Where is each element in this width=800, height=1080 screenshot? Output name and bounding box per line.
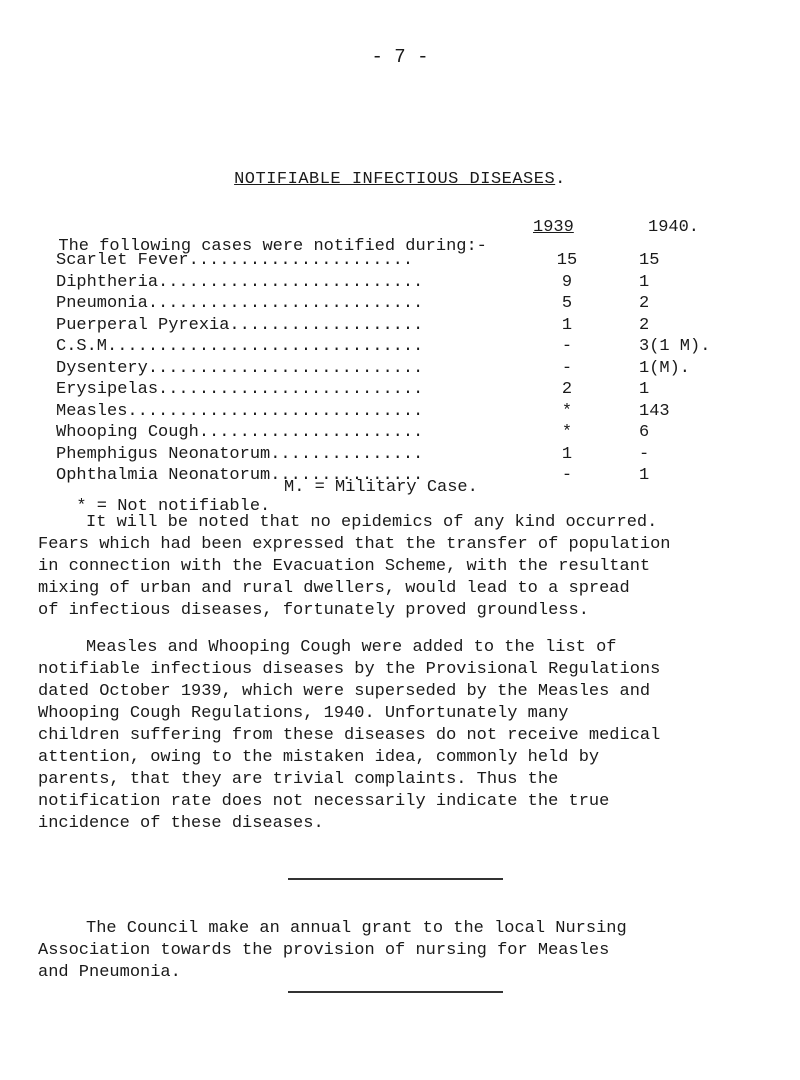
table-row	[56, 315, 729, 337]
paragraph-line: Measles and Whooping Cough were added to the list of	[86, 638, 617, 657]
disease-name: Whooping Cough......................	[56, 423, 424, 442]
paragraph-line: mixing of urban and rural dwellers, would lead to a spread	[38, 579, 630, 598]
paragraph-line: It will be noted that no epidemics of any kind occurred.	[86, 513, 658, 532]
table-row	[56, 336, 729, 358]
heading-period: .	[555, 170, 566, 189]
cases-1940: 6	[639, 423, 650, 442]
disease-name: Phemphigus Neonatorum...............	[56, 444, 424, 464]
cases-1940: 1(M).	[639, 358, 691, 378]
table-row	[56, 250, 729, 272]
paragraph-line: of infectious diseases, fortunately proved groundless.	[38, 601, 589, 620]
paragraph-line: Association towards the provision of nursing for Measles	[38, 941, 610, 960]
paragraph-measles-regulations	[38, 637, 758, 835]
cases-1939: *	[561, 401, 573, 421]
cases-1939: 1	[561, 444, 573, 464]
disease-name: Measles.............................	[56, 401, 424, 421]
paragraph-nursing-grant	[38, 918, 758, 984]
cases-1940: 1	[639, 466, 650, 485]
cases-1939: 1	[561, 315, 573, 335]
page-number: - 7 -	[371, 46, 429, 68]
section-divider	[288, 991, 503, 993]
year-1939-header: 1939	[533, 218, 574, 237]
cases-1939: -	[561, 337, 573, 356]
cases-1939: -	[561, 466, 573, 485]
cases-1940: -	[639, 444, 650, 464]
footnote-military: M. = Military Case.	[284, 478, 478, 497]
cases-1939: 5	[561, 294, 573, 313]
disease-name: Puerperal Pyrexia...................	[56, 315, 424, 335]
paragraph-line: and Pneumonia.	[38, 963, 181, 982]
paragraph-line: Fears which had been expressed that the transfer of population	[38, 535, 671, 554]
disease-name: Dysentery...........................	[56, 358, 424, 378]
disease-name: Diphtheria..........................	[56, 272, 424, 292]
disease-name: Erysipelas..........................	[56, 380, 424, 399]
section-divider	[288, 878, 503, 880]
section-heading	[0, 170, 800, 189]
paragraph-line: notifiable infectious diseases by the Provisional Regulations	[38, 660, 661, 679]
cases-1939: -	[561, 358, 573, 378]
paragraph-line: Whooping Cough Regulations, 1940. Unfortunately many	[38, 704, 569, 723]
cases-1939: 9	[561, 272, 573, 292]
table-row	[56, 358, 729, 380]
table-row	[56, 422, 729, 444]
table-row	[56, 401, 729, 423]
table-row	[56, 444, 729, 466]
paragraph-line: incidence of these diseases.	[38, 814, 324, 833]
disease-name: Pneumonia...........................	[56, 294, 424, 313]
paragraph-line: children suffering from these diseases do not receive medical	[38, 726, 661, 745]
year-1940-header: 1940.	[648, 218, 700, 237]
disease-name: C.S.M...............................	[56, 337, 424, 356]
cases-1940: 1	[639, 380, 650, 399]
paragraph-line: notification rate does not necessarily indicate the true	[38, 792, 610, 811]
table-row	[56, 293, 729, 315]
paragraph-line: in connection with the Evacuation Scheme, with the resultant	[38, 557, 651, 576]
table-row	[56, 272, 729, 294]
table-row	[56, 379, 729, 401]
cases-1940: 2	[639, 294, 650, 313]
paragraph-line: attention, owing to the mistaken idea, commonly held by	[38, 748, 600, 767]
cases-1939: 2	[561, 380, 573, 399]
paragraph-line: The Council make an annual grant to the local Nursing	[86, 919, 627, 938]
disease-name: Ophthalmia Neonatorum...............	[56, 466, 424, 485]
paragraph-line: parents, that they are trivial complaints. Thus the	[38, 770, 559, 789]
diseases-table	[56, 250, 729, 487]
cases-1940: 2	[639, 315, 650, 335]
heading-text: NOTIFIABLE INFECTIOUS DISEASES	[234, 170, 556, 189]
cases-1939: 15	[556, 251, 578, 270]
cases-1940: 143	[639, 401, 670, 421]
disease-name: Scarlet Fever......................	[56, 251, 414, 270]
paragraph-line: dated October 1939, which were superseded by the Measles and	[38, 682, 651, 701]
cases-1940: 15	[639, 251, 660, 270]
paragraph-epidemics	[38, 512, 758, 622]
cases-1940: 3(1 M).	[639, 337, 711, 356]
footnote-not-notifiable: * = Not notifiable.	[76, 497, 271, 516]
intro-text: The following cases were notified during:-	[58, 237, 487, 256]
cases-1940: 1	[639, 272, 650, 292]
cases-1939: *	[561, 423, 573, 442]
